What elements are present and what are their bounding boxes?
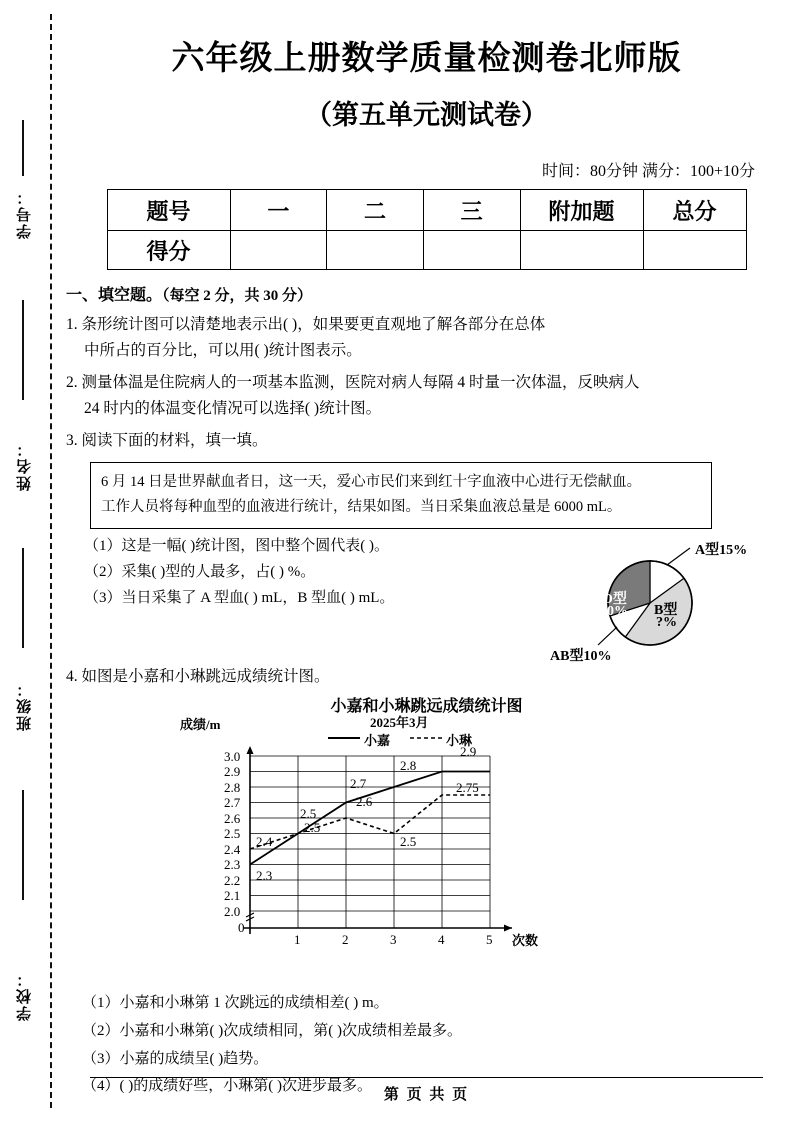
ytick-zero: 0	[238, 920, 245, 936]
score-table	[107, 189, 747, 270]
point-label-xiaojia-5: 2.9	[460, 744, 477, 760]
ytick-2-9: 2.9	[224, 764, 241, 780]
line-chart-xlabel: 次数	[512, 933, 539, 949]
ytick-2-8: 2.8	[224, 780, 241, 796]
margin-label-school: 学校：	[17, 970, 33, 1021]
question-1-line-2: 中所占的百分比，可以用( )统计图表示。	[84, 341, 362, 359]
ytick-2-1: 2.1	[224, 888, 241, 904]
question-2-line-1: 2. 测量体温是住院病人的一项基本监测，医院对病人每隔 4 时量一次体温，反映病人	[66, 374, 640, 392]
margin-rule-2	[22, 300, 24, 400]
left-margin	[0, 0, 60, 1122]
question-3-sub-3: （3）当日采集了 A 型血( ) mL，B 型血( ) mL。	[84, 590, 395, 607]
material-line-2: 工作人员将每种血型的血液进行统计，结果如图。当日采集血液总量是 6000 mL。	[101, 499, 622, 516]
dashed-fold-line	[50, 14, 52, 1108]
jump-score-line-chart	[60, 716, 793, 986]
legend-label-xiaojia: 小嘉	[364, 733, 391, 749]
question-3-subquestions	[84, 533, 514, 612]
margin-label-class: 班级：	[17, 680, 33, 731]
score-table-score-row	[107, 231, 746, 270]
footer-divider	[90, 1077, 763, 1078]
pie-label-a: A型15%	[695, 542, 748, 558]
question-1	[66, 312, 793, 363]
point-label-xiaojia-1: 2.3	[256, 868, 273, 884]
exam-page	[60, 0, 793, 1122]
ytick-2-7: 2.7	[224, 795, 241, 811]
page-title: 六年级上册数学质量检测卷北师版	[171, 41, 682, 77]
point-label-xiaolin-4: 2.5	[400, 834, 417, 850]
margin-rule-4	[22, 790, 24, 900]
pie-label-o-type: O型	[602, 591, 627, 607]
ytick-2-6: 2.6	[224, 811, 241, 827]
reading-material-box	[90, 462, 712, 529]
ytick-2-5: 2.5	[224, 826, 241, 842]
score-table-col-bonus: 附加题	[520, 190, 643, 231]
margin-rule-1	[22, 120, 24, 176]
xtick-3: 3	[390, 932, 397, 948]
pie-label-o-line1	[592, 570, 595, 584]
score-table-label-number: 题号	[107, 190, 230, 231]
line-chart-svg	[60, 716, 793, 981]
question-3-body	[60, 529, 793, 664]
question-4-sub-4: （4）( )的成绩好些，小琳第( )次进步最多。	[82, 1078, 372, 1095]
margin-label-student-id: 学号：	[17, 188, 33, 239]
line-chart-ylabel: 成绩/m	[180, 717, 221, 733]
question-4: 4. 如图是小嘉和小琳跳远成绩统计图。	[66, 667, 330, 685]
score-cell-2[interactable]	[327, 231, 424, 270]
pie-label-ab: AB型10%	[550, 648, 612, 664]
pie-label-b-percent: ?%	[656, 614, 677, 630]
question-2	[66, 370, 793, 421]
section-1-note: （每空 2 分，共 30 分）	[162, 288, 313, 304]
legend-label-xiaolin: 小琳	[446, 733, 473, 749]
page-subtitle: （第五单元测试卷）	[305, 100, 548, 130]
question-4-sub-3: （3）小嘉的成绩呈( )趋势。	[82, 1050, 269, 1067]
point-label-xiaojia-3: 2.7	[350, 776, 367, 792]
score-table-label-score: 得分	[107, 231, 230, 270]
section-1-heading	[66, 282, 793, 305]
score-cell-total[interactable]	[643, 231, 746, 270]
score-table-col-total: 总分	[643, 190, 746, 231]
blood-type-pie-chart	[530, 525, 780, 665]
score-cell-bonus[interactable]	[520, 231, 643, 270]
score-table-header-row	[107, 190, 746, 231]
point-label-xiaojia-2: 2.5	[304, 820, 321, 836]
ytick-2-3: 2.3	[224, 857, 241, 873]
ytick-2-0: 2.0	[224, 904, 241, 920]
score-cell-3[interactable]	[423, 231, 520, 270]
xtick-2: 2	[342, 932, 349, 948]
xtick-5: 5	[486, 932, 493, 948]
point-label-xiaolin-3: 2.6	[356, 794, 373, 810]
question-2-line-2: 24 时内的体温变化情况可以选择( )统计图。	[84, 399, 382, 417]
point-label-xiaolin-5: 2.75	[456, 780, 479, 796]
point-label-xiaolin-2: 2.5	[300, 806, 317, 822]
score-table-col-1: 一	[230, 190, 327, 231]
point-label-xiaolin-1: 2.4	[256, 834, 273, 850]
line-chart-title: 小嘉和小琳跳远成绩统计图	[330, 698, 523, 716]
ytick-3-0: 3.0	[224, 749, 241, 765]
page-footer: 第 页 共 页	[383, 1087, 470, 1103]
score-table-col-3: 三	[423, 190, 520, 231]
point-label-xiaojia-4: 2.8	[400, 758, 417, 774]
xtick-4: 4	[438, 932, 445, 948]
margin-label-name: 姓名：	[17, 440, 33, 491]
margin-rule-3	[22, 548, 24, 648]
line-chart-date: 2025年3月	[370, 715, 429, 731]
pie-label-o-percent: 30%	[600, 603, 628, 619]
question-4-sub-2: （2）小嘉和小琳第( )次成绩相同，第( )次成绩相差最多。	[82, 1022, 462, 1039]
pie-label-b-type: B型	[654, 602, 678, 618]
question-3-sub-2: （2）采集( )型的人最多，占( ) %。	[84, 563, 316, 580]
score-table-col-2: 二	[327, 190, 424, 231]
time-and-score-note: 时间：80分钟 满分：100+10分	[541, 163, 755, 180]
score-cell-1[interactable]	[230, 231, 327, 270]
question-3: 3. 阅读下面的材料，填一填。	[66, 432, 268, 450]
material-line-1: 6 月 14 日是世界献血者日，这一天，爱心市民们来到红十字血液中心进行无偿献血。	[101, 473, 642, 490]
question-3-sub-1: （1）这是一幅( )统计图，图中整个圆代表( )。	[84, 537, 389, 554]
question-4-sub-1: （1）小嘉和小琳第 1 次跳远的成绩相差( ) m。	[82, 995, 389, 1012]
xtick-1: 1	[294, 932, 301, 948]
question-1-line-1: 1. 条形统计图可以清楚地表示出( )，如果要更直观地了解各部分在总体	[66, 316, 546, 333]
section-1-title: 一、填空题。	[66, 287, 163, 304]
ytick-2-4: 2.4	[224, 842, 241, 858]
ytick-2-2: 2.2	[224, 873, 241, 889]
